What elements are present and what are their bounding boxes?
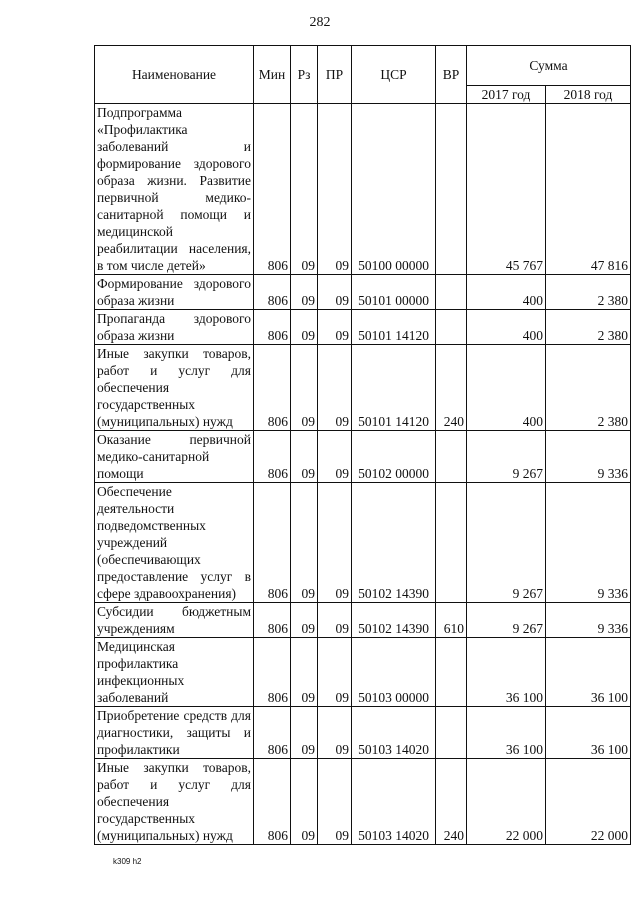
row-rz: 09 [291,603,318,638]
row-csr: 50100 00000 [352,104,436,275]
row-min: 806 [254,310,291,345]
row-rz: 09 [291,707,318,759]
table-row [95,638,631,707]
row-min: 806 [254,104,291,275]
row-vr: 240 [436,759,467,845]
row-amount-2017: 22 000 [467,759,546,845]
table-row [95,345,631,431]
row-vr [436,638,467,707]
row-name: Приобретение средств для диагностики, защиты и профилактики [95,707,254,759]
row-name: Иные закупки товаров, работ и услуг для обеспечения государственных (муниципальных) нужд [95,759,254,845]
footer-code: k309 h2 [113,857,142,866]
row-name: Обеспечение деятельности подведомственных учреждений (обеспечивающих предоставление услуг в сфере здравоохранения) [95,483,254,603]
header-name: Наименование [95,46,254,104]
table-row [95,707,631,759]
row-name: Формирование здорового образа жизни [95,275,254,310]
table-row [95,275,631,310]
table-body [95,104,631,845]
row-rz: 09 [291,345,318,431]
header-rz: Рз [291,46,318,104]
header-csr: ЦСР [352,46,436,104]
row-rz: 09 [291,638,318,707]
header-year-2017: 2017 год [467,86,546,104]
table-row [95,603,631,638]
table-row [95,759,631,845]
row-csr: 50103 00000 [352,638,436,707]
row-vr [436,104,467,275]
row-name: Медицинская профилактика инфекционных заболеваний [95,638,254,707]
row-name: Подпрограмма «Профилактика заболеваний и формирование здорового образа жизни. Развитие первичной медико-санитарной помощи и медицинской реабилитации населения, в том числе детей» [95,104,254,275]
row-amount-2018: 2 380 [546,310,631,345]
row-min: 806 [254,759,291,845]
table-row [95,431,631,483]
row-pr: 09 [318,759,352,845]
row-min: 806 [254,431,291,483]
header-vr: ВР [436,46,467,104]
row-vr: 240 [436,345,467,431]
row-amount-2018: 9 336 [546,431,631,483]
row-amount-2018: 36 100 [546,638,631,707]
header-pr: ПР [318,46,352,104]
row-pr: 09 [318,638,352,707]
header-min: Мин [254,46,291,104]
row-name: Оказание первичной медико-санитарной помощи [95,431,254,483]
row-vr [436,707,467,759]
row-amount-2018: 9 336 [546,603,631,638]
row-min: 806 [254,345,291,431]
row-rz: 09 [291,759,318,845]
row-rz: 09 [291,483,318,603]
row-csr: 50102 14390 [352,603,436,638]
table-row [95,483,631,603]
row-amount-2017: 45 767 [467,104,546,275]
row-amount-2018: 2 380 [546,345,631,431]
row-min: 806 [254,275,291,310]
row-vr [436,431,467,483]
row-amount-2018: 9 336 [546,483,631,603]
row-pr: 09 [318,104,352,275]
row-csr: 50102 00000 [352,431,436,483]
row-amount-2017: 400 [467,345,546,431]
row-amount-2017: 400 [467,275,546,310]
row-pr: 09 [318,345,352,431]
row-amount-2018: 2 380 [546,275,631,310]
header-sum: Сумма [467,46,631,86]
row-amount-2017: 36 100 [467,638,546,707]
row-vr [436,483,467,603]
row-csr: 50103 14020 [352,759,436,845]
row-csr: 50101 14120 [352,345,436,431]
row-name: Иные закупки товаров, работ и услуг для обеспечения государственных (муниципальных) нужд [95,345,254,431]
row-pr: 09 [318,603,352,638]
row-vr: 610 [436,603,467,638]
row-pr: 09 [318,707,352,759]
row-csr: 50103 14020 [352,707,436,759]
row-min: 806 [254,603,291,638]
row-pr: 09 [318,275,352,310]
row-vr [436,275,467,310]
row-amount-2018: 22 000 [546,759,631,845]
row-pr: 09 [318,431,352,483]
row-name: Субсидии бюджетным учреждениям [95,603,254,638]
row-amount-2017: 400 [467,310,546,345]
table-row [95,310,631,345]
row-min: 806 [254,483,291,603]
row-csr: 50101 00000 [352,275,436,310]
page-number: 282 [309,15,331,30]
row-amount-2017: 9 267 [467,603,546,638]
row-csr: 50101 14120 [352,310,436,345]
row-vr [436,310,467,345]
row-csr: 50102 14390 [352,483,436,603]
row-amount-2018: 36 100 [546,707,631,759]
row-amount-2017: 36 100 [467,707,546,759]
row-rz: 09 [291,310,318,345]
row-pr: 09 [318,310,352,345]
row-amount-2017: 9 267 [467,483,546,603]
row-rz: 09 [291,431,318,483]
row-amount-2018: 47 816 [546,104,631,275]
table-row [95,104,631,275]
row-rz: 09 [291,275,318,310]
row-min: 806 [254,638,291,707]
row-min: 806 [254,707,291,759]
budget-table [94,45,631,845]
row-amount-2017: 9 267 [467,431,546,483]
row-rz: 09 [291,104,318,275]
header-year-2018: 2018 год [546,86,631,104]
row-pr: 09 [318,483,352,603]
row-name: Пропаганда здорового образа жизни [95,310,254,345]
